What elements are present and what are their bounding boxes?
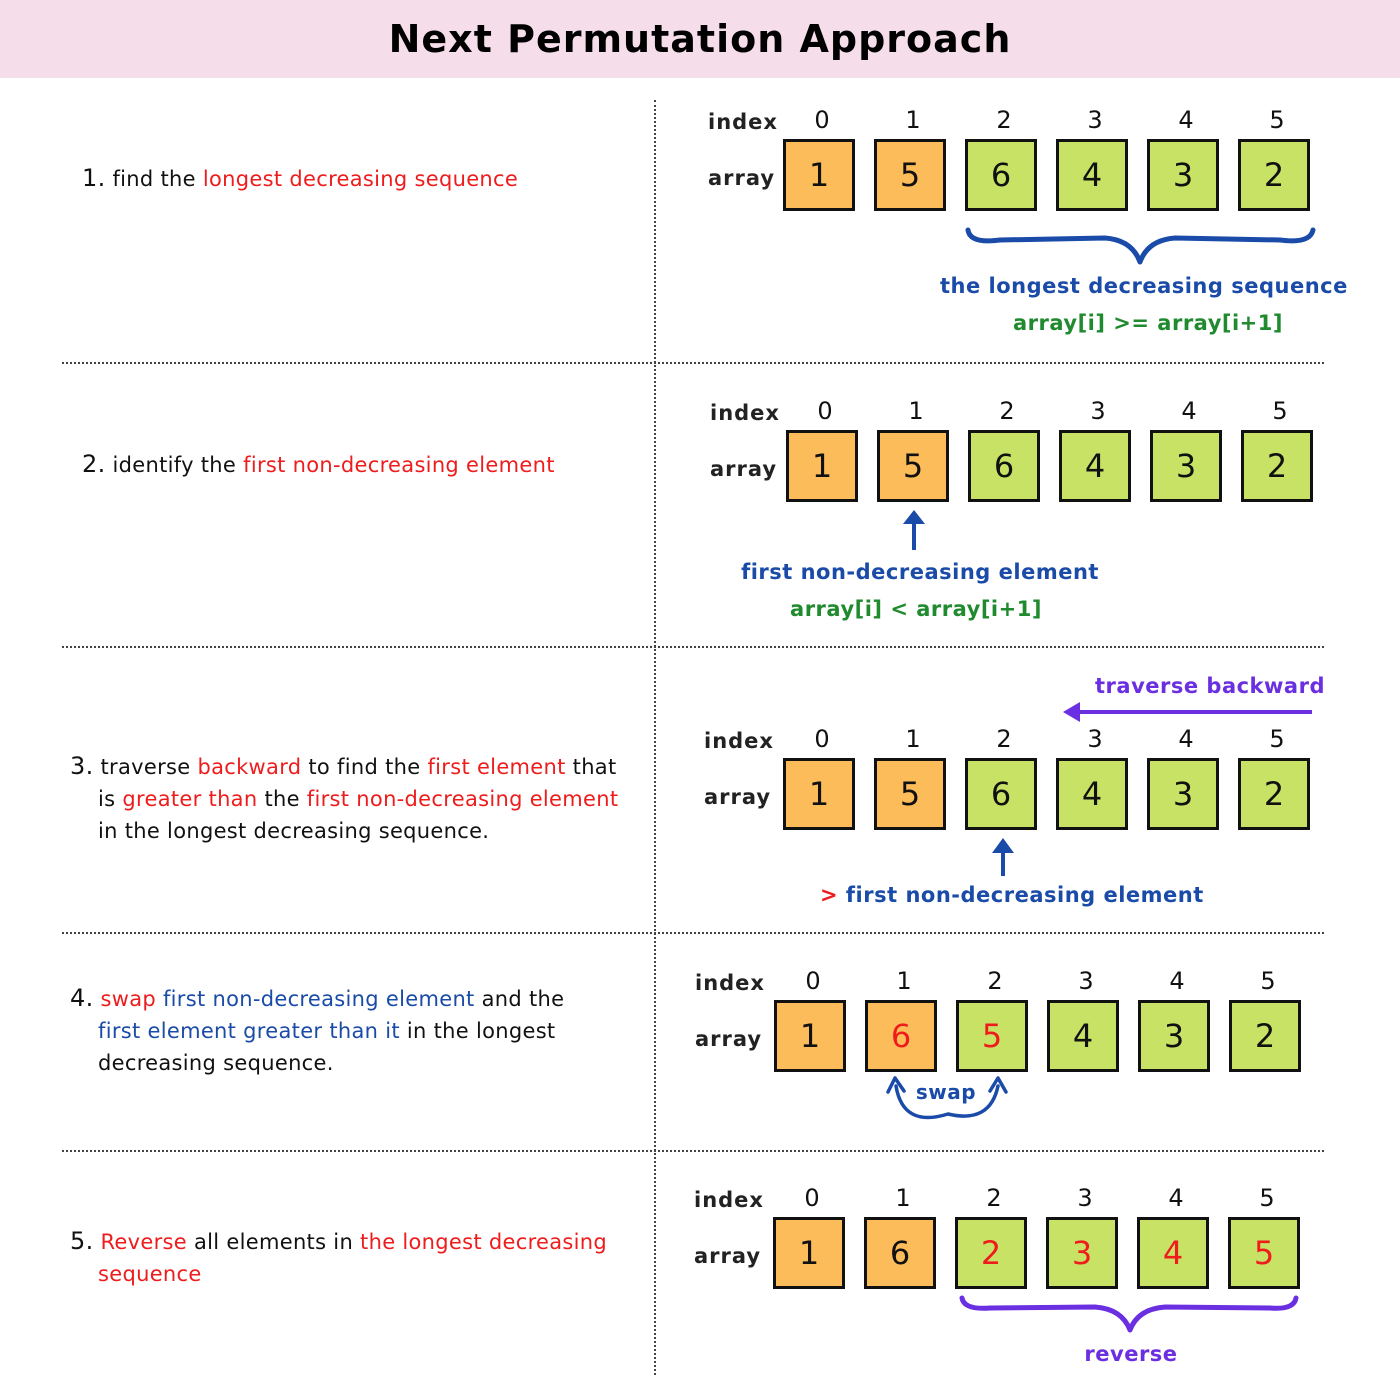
row-1-index-label: index (708, 110, 778, 134)
row-5-cell-3: 3 (1046, 1217, 1118, 1289)
step-4-text-d: first element greater than it (98, 1019, 400, 1043)
row-2-index-5: 5 (1272, 397, 1288, 425)
row-2-arrow-up-icon (903, 510, 925, 550)
step-5-text-b: all elements in (193, 1230, 354, 1254)
step-1-number: 1. (82, 164, 106, 192)
step-3-text-e: that (572, 755, 617, 779)
row-4-index-1: 1 (896, 967, 912, 995)
step-4-text-e: in the longest (406, 1019, 556, 1043)
step-3-text-h: the (264, 787, 300, 811)
step-5-text-d: sequence (98, 1262, 202, 1286)
step-2-description (82, 448, 555, 481)
step-3-description (70, 750, 618, 847)
step-2-text-a: identify the (112, 453, 237, 477)
row-divider-3 (62, 932, 1324, 934)
row-5-array-label: array (694, 1244, 762, 1268)
step-5-number: 5. (70, 1227, 94, 1255)
row-3-cell-1: 5 (874, 758, 946, 830)
row-3-caption-prefix: > (820, 883, 839, 907)
row-5-index-1: 1 (895, 1184, 911, 1212)
row-3-index-2: 2 (996, 725, 1012, 753)
row-1-cell-0: 1 (783, 139, 855, 211)
row-divider-2 (62, 646, 1324, 648)
step-3-text-d: first element (427, 755, 566, 779)
row-3-cell-3: 4 (1056, 758, 1128, 830)
vertical-divider (654, 100, 656, 1375)
step-3-text-i: first non-decreasing element (306, 787, 619, 811)
row-5-cell-5: 5 (1228, 1217, 1300, 1289)
row-3-top-caption: traverse backward (1095, 674, 1325, 698)
row-2-cell-3: 4 (1059, 430, 1131, 502)
step-5-text-c: the longest decreasing (360, 1230, 608, 1254)
row-5-brace-icon (962, 1298, 1296, 1330)
row-2-cell-4: 3 (1150, 430, 1222, 502)
row-3-caption (820, 883, 1204, 907)
row-4-cell-1: 6 (865, 1000, 937, 1072)
step-3-text-a: traverse (100, 755, 191, 779)
step-4-text-f: decreasing sequence. (98, 1051, 334, 1075)
row-5-index-3: 3 (1077, 1184, 1093, 1212)
step-1-text-b: longest decreasing sequence (202, 167, 519, 191)
row-2-index-2: 2 (999, 397, 1015, 425)
row-2-caption: first non-decreasing element (741, 560, 1099, 584)
row-divider-4 (62, 1150, 1324, 1152)
row-3-cell-5: 2 (1238, 758, 1310, 830)
row-2-cell-1: 5 (877, 430, 949, 502)
row-3-arrow-up-icon (992, 838, 1014, 876)
step-4-text-a: swap (100, 987, 156, 1011)
row-4-array-label: array (695, 1027, 763, 1051)
step-3-text-c: to find the (308, 755, 421, 779)
row-1-cell-2: 6 (965, 139, 1037, 211)
step-3-text-g: greater than (122, 787, 258, 811)
row-2-condition: array[i] < array[i+1] (790, 597, 1042, 621)
row-4-cell-5: 2 (1229, 1000, 1301, 1072)
row-2-cell-5: 2 (1241, 430, 1313, 502)
row-5-index-label: index (694, 1188, 764, 1212)
row-1-index-0: 0 (814, 106, 830, 134)
row-5-index-0: 0 (804, 1184, 820, 1212)
row-5-index-2: 2 (986, 1184, 1002, 1212)
row-4-cell-4: 3 (1138, 1000, 1210, 1072)
row-1-index-1: 1 (905, 106, 921, 134)
row-1-condition: array[i] >= array[i+1] (1012, 311, 1283, 335)
row-1-index-2: 2 (996, 106, 1012, 134)
row-2-index-3: 3 (1090, 397, 1106, 425)
row-5-cell-4: 4 (1137, 1217, 1209, 1289)
row-5-cell-1: 6 (864, 1217, 936, 1289)
step-1-description (82, 162, 518, 195)
step-4-text-c: and the (481, 987, 565, 1011)
row-3-cell-2: 6 (965, 758, 1037, 830)
row-4-index-0: 0 (805, 967, 821, 995)
step-3-text-f: is (98, 787, 116, 811)
row-1-cell-4: 3 (1147, 139, 1219, 211)
row-2-cell-0: 1 (786, 430, 858, 502)
step-5-description (70, 1225, 607, 1290)
step-4-number: 4. (70, 984, 94, 1012)
row-4-index-4: 4 (1169, 967, 1185, 995)
row-3-array-label: array (704, 785, 772, 809)
row-1-index-5: 5 (1269, 106, 1285, 134)
row-2-index-label: index (710, 401, 780, 425)
step-2-number: 2. (82, 450, 106, 478)
row-3-index-0: 0 (814, 725, 830, 753)
row-3-cell-0: 1 (783, 758, 855, 830)
row-5-caption: reverse (1084, 1342, 1178, 1366)
row-2-index-0: 0 (817, 397, 833, 425)
row-divider-1 (62, 362, 1324, 364)
step-3-text-j: in the longest decreasing sequence. (98, 819, 490, 843)
row-2-index-4: 4 (1181, 397, 1197, 425)
row-3-arrow-left-icon (1063, 702, 1312, 722)
row-4-cell-2: 5 (956, 1000, 1028, 1072)
row-2-array-label: array (710, 457, 778, 481)
row-2-cell-2: 6 (968, 430, 1040, 502)
row-3-index-4: 4 (1178, 725, 1194, 753)
row-4-index-3: 3 (1078, 967, 1094, 995)
row-5-index-4: 4 (1168, 1184, 1184, 1212)
row-4-index-label: index (695, 971, 765, 995)
row-5-cell-0: 1 (773, 1217, 845, 1289)
step-3-text-b: backward (197, 755, 302, 779)
row-1-brace-icon (968, 230, 1313, 262)
row-1-index-4: 4 (1178, 106, 1194, 134)
step-3-number: 3. (70, 752, 94, 780)
row-1-caption: the longest decreasing sequence (940, 274, 1348, 298)
row-4-caption: swap (915, 1080, 977, 1104)
row-4-cell-3: 4 (1047, 1000, 1119, 1072)
row-5-index-5: 5 (1259, 1184, 1275, 1212)
row-1-index-3: 3 (1087, 106, 1103, 134)
row-1-cell-1: 5 (874, 139, 946, 211)
row-3-index-label: index (704, 729, 774, 753)
page-title: Next Permutation Approach (388, 17, 1012, 61)
row-4-cell-0: 1 (774, 1000, 846, 1072)
row-1-cell-3: 4 (1056, 139, 1128, 211)
row-2-index-1: 1 (908, 397, 924, 425)
row-4-index-5: 5 (1260, 967, 1276, 995)
step-2-text-b: first non-decreasing element (243, 453, 555, 477)
step-5-text-a: Reverse (100, 1230, 187, 1254)
row-3-index-1: 1 (905, 725, 921, 753)
step-4-text-b: first non-decreasing element (162, 987, 475, 1011)
row-5-cell-2: 2 (955, 1217, 1027, 1289)
row-4-index-2: 2 (987, 967, 1003, 995)
step-4-description (70, 982, 564, 1079)
row-3-index-5: 5 (1269, 725, 1285, 753)
row-3-caption-text: first non-decreasing element (845, 883, 1204, 907)
row-3-cell-4: 3 (1147, 758, 1219, 830)
row-1-array-label: array (708, 166, 776, 190)
row-3-index-3: 3 (1087, 725, 1103, 753)
row-1-cell-5: 2 (1238, 139, 1310, 211)
header-banner (0, 0, 1400, 78)
step-1-text-a: find the (112, 167, 196, 191)
